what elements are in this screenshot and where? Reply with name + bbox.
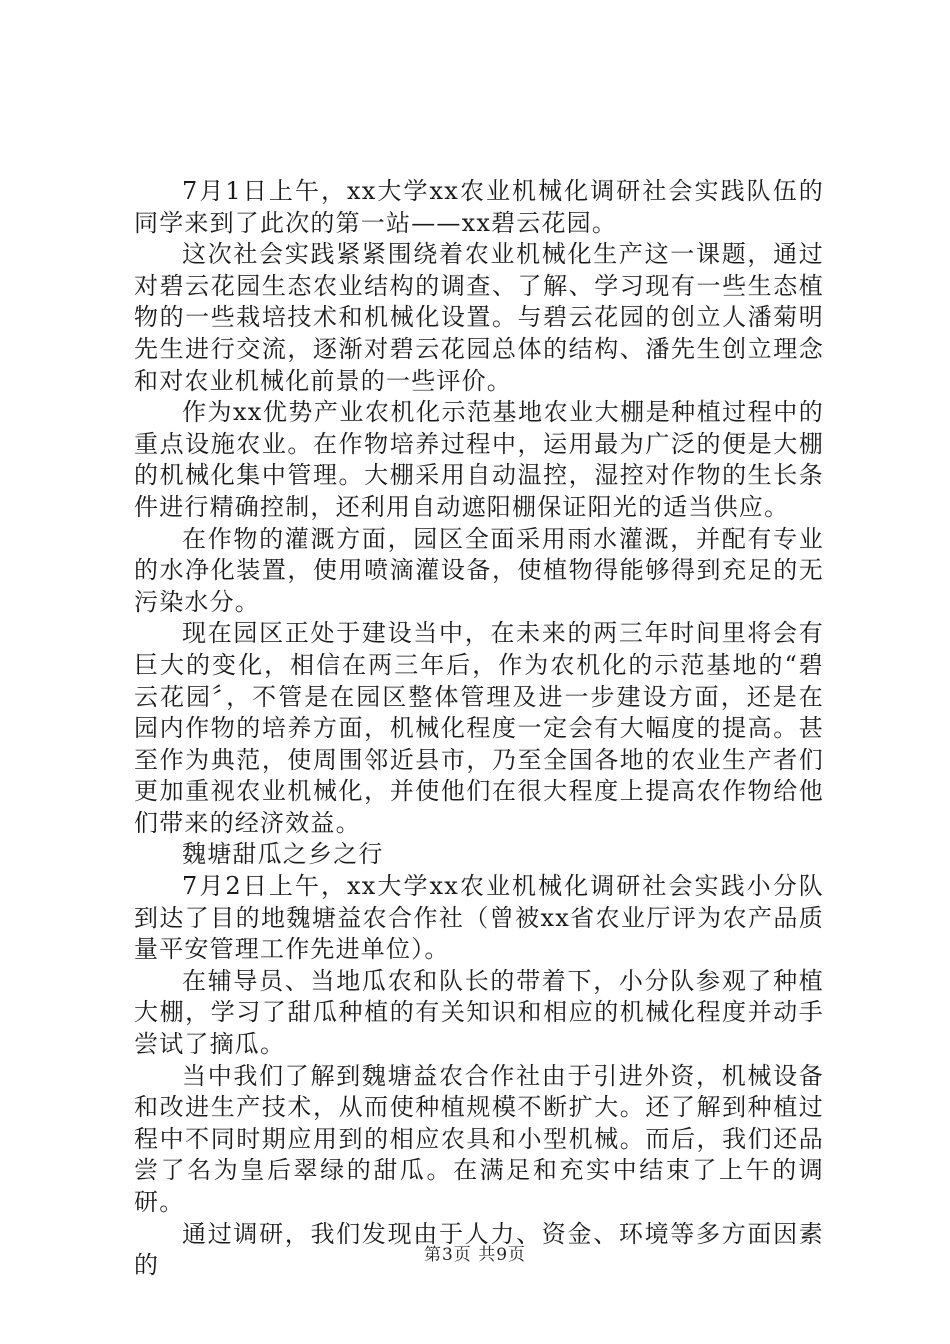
paragraph-future-development: 现在园区正处于建设当中，在未来的两三年时间里将会有巨大的变化，相信在两三年后，作为农机化的示范基地的“碧云花园〞，不管是在园区整体管理及进一步建设方面，还是在园内作物的培养方面，机械化程度一定会有大幅度的提高。甚至作为典范，使周围邻近县市，乃至全国各地的农业生产者们更加重视农业机械化，并使他们在很大程度上提高农作物给他们带来的经济效益。: [134, 619, 824, 837]
paragraph-irrigation: 在作物的灌溉方面，园区全面采用雨水灌溉，并配有专业的水净化装置，使用喷滴灌设备，使植物得能够得到充足的无污染水分。: [134, 524, 824, 616]
paragraph-visit-biyun-intro: 7月1日上午，xx大学xx农业机械化调研社会实践队伍的同学来到了此次的第一站——xx碧云花园。: [134, 177, 824, 237]
page-number-footer: 第3页 共9页: [423, 1245, 527, 1265]
paragraph-practice-topic: 这次社会实践紧紧围绕着农业机械化生产这一课题，通过对碧云花园生态农业结构的调查、了解、学习现有一些生态植物的一些栽培技术和机械化设置。与碧云花园的创立人潘菊明先生进行交流，逐渐对碧云花园总体的结构、潘先生创立理念和对农业机械化前景的一些评价。: [134, 240, 824, 395]
paragraph-greenhouse-tour: 在辅导员、当地瓜农和队长的带着下，小分队参观了种植大棚，学习了甜瓜种植的有关知识和相应的机械化程度并动手尝试了摘瓜。: [134, 966, 824, 1059]
section-heading-weitang: 魏塘甜瓜之乡之行: [182, 840, 384, 869]
document-body: [134, 176, 824, 1282]
paragraph-weitang-arrival: 7月2日上午，xx大学xx农业机械化调研社会实践小分队到达了目的地魏塘益农合作社（曾被xx省农业厅评为农产品质量平安管理工作先进单位）。: [134, 872, 824, 964]
paragraph-greenhouse: 作为xx优势产业农机化示范基地农业大棚是种植过程中的重点设施农业。在作物培养过程中，运用最为广泛的便是大棚的机械化集中管理。大棚采用自动温控，湿控对作物的生长条件进行精确控制，还利用自动遮阳棚保证阳光的适当供应。: [134, 398, 824, 521]
paragraph-cooperative-findings: 当中我们了解到魏塘益农合作社由于引进外资，机械设备和改进生产技术，从而使种植规模不断扩大。还了解到种植过程中不同时期应用到的相应农具和小型机械。而后，我们还品尝了名为皇后翠绿的甜瓜。在满足和充实中结束了上午的调研。: [134, 1061, 824, 1216]
paragraph-research-conclusion: 通过调研，我们发现由于人力、资金、环境等多方面因素的: [134, 1219, 824, 1280]
